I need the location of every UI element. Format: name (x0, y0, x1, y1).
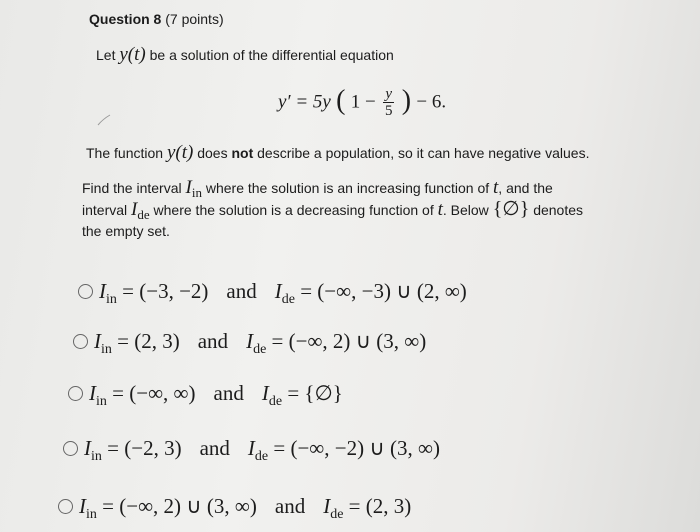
option-5[interactable]: $I_{in}$ = (−∞, 2) ∪ (3, ∞) and $I_{de} = (2$, 3) (58, 494, 411, 519)
option-4-radio[interactable] (63, 441, 78, 456)
task-line-1: Find the interval Iin where the solution is an increasing function of t, and the (82, 177, 553, 200)
question-header (89, 11, 224, 27)
question-title: Question 8 (89, 11, 162, 27)
question-points: (7 points) (165, 11, 224, 27)
option-1-radio[interactable] (78, 284, 93, 299)
eq-close-paren: ) (401, 84, 412, 116)
option-2[interactable]: $I_{in} = (2$, 3) and $I_{de}$ = (−∞, 2) ∪ (3, ∞) (73, 329, 426, 354)
eq-one-minus: 1 − (350, 91, 376, 113)
option-2-radio[interactable] (73, 334, 88, 349)
eq-frac-num: y (383, 86, 395, 103)
eq-frac-den: 5 (384, 103, 393, 119)
intro-line (96, 44, 394, 66)
task-paragraph (82, 177, 682, 242)
note-p3: describe a population, so it can have negative values. (257, 145, 590, 161)
note-p1: The function (86, 145, 164, 161)
note-bold: not (231, 145, 254, 161)
option-3-radio[interactable] (68, 386, 83, 401)
pen-mark-icon (97, 114, 111, 126)
empty-set-symbol: {∅} (492, 198, 530, 220)
note-line (86, 142, 589, 164)
eq-lhs: y′ = 5y (278, 91, 331, 113)
option-1[interactable]: $I_{in} = (-3$, −2) and $I_{de}$ = (−∞, −3) ∪ (2, ∞) (78, 279, 467, 304)
differential-equation (278, 86, 446, 119)
intro-function: y(t) (119, 44, 146, 65)
option-5-radio[interactable] (58, 499, 73, 514)
intro-after: be a solution of the differential equation (149, 47, 394, 63)
eq-tail: − 6. (416, 91, 447, 113)
task-line-3: the empty set. (82, 223, 170, 239)
option-3[interactable]: $I_{in}$ = (−∞, ∞) and $I_{de}$ = {∅} (68, 381, 343, 406)
intro-before: Let (96, 47, 116, 63)
eq-fraction (383, 86, 395, 119)
task-line-2: interval Ide where the solution is a decreasing function of t. Below {∅} denotes (82, 198, 584, 222)
note-p2: does (197, 145, 228, 161)
eq-open-paren: ( (336, 84, 346, 116)
note-function: y(t) (166, 142, 194, 163)
option-4[interactable]: $I_{in} = (-2$, 3) and $I_{de}$ = (−∞, −2) ∪ (3, ∞) (63, 436, 440, 461)
